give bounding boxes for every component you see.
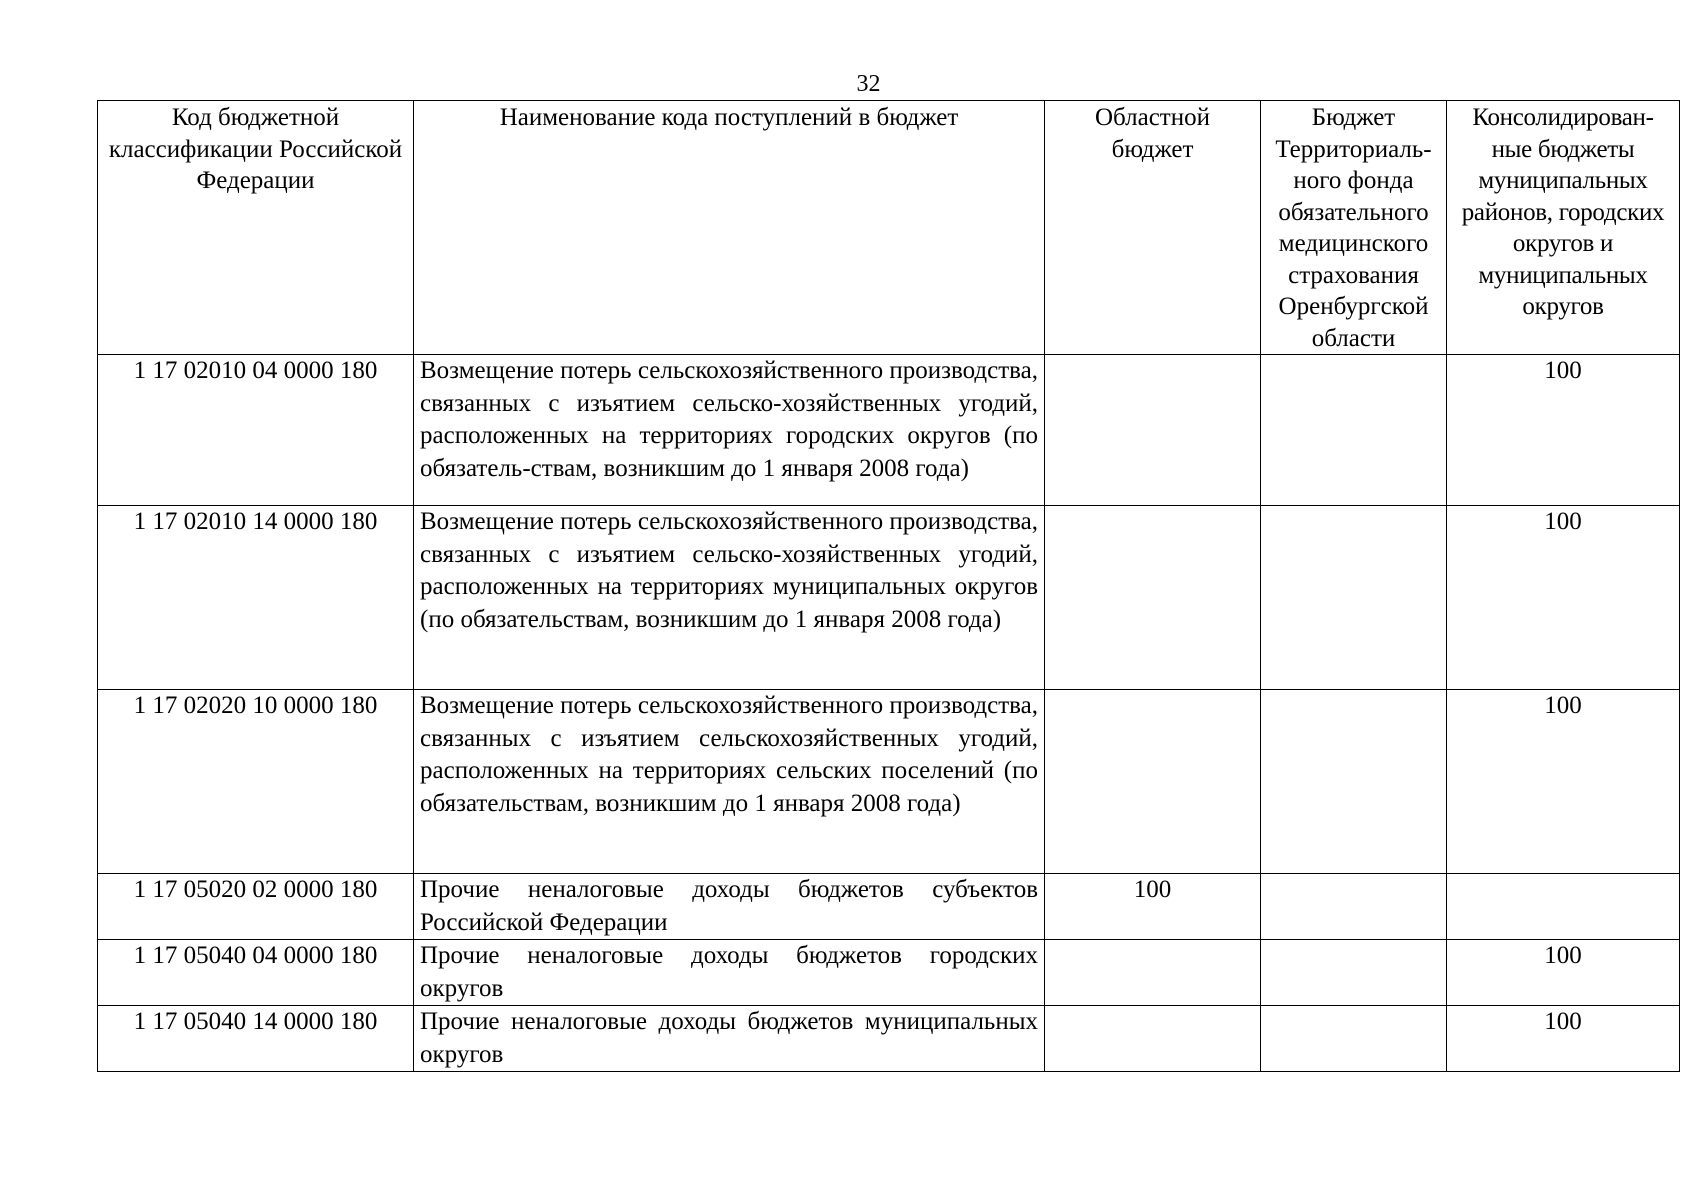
- budget-classification-table: [97, 100, 1680, 1072]
- row-name: Возмещение потерь сельскохозяйственного производства, связанных с изъятием сельско-хозяйственных угодий, расположенных на территориях городских округов (по обязатель-ствам, возникшим до 1 января 2008 года): [414, 355, 1045, 506]
- row-fund: [1261, 506, 1447, 690]
- row-code: 1 17 02010 14 0000 180: [98, 506, 414, 690]
- row-name: Прочие неналоговые доходы бюджетов субъектов Российской Федерации: [414, 874, 1045, 940]
- row-regional: [1045, 940, 1261, 1006]
- page-number: 32: [856, 71, 881, 97]
- row-fund: [1261, 355, 1447, 506]
- row-municipal: [1447, 874, 1680, 940]
- table-row: [98, 1006, 1680, 1072]
- row-regional: 100: [1045, 874, 1261, 940]
- row-fund: [1261, 940, 1447, 1006]
- row-code: 1 17 02020 10 0000 180: [98, 690, 414, 874]
- table-row: [98, 355, 1680, 506]
- header-code: Код бюджетной классификации Российской Федерации: [98, 101, 414, 355]
- row-municipal: 100: [1447, 940, 1680, 1006]
- table-row: [98, 874, 1680, 940]
- header-row: [98, 101, 1680, 355]
- row-regional: [1045, 355, 1261, 506]
- row-code: 1 17 05040 04 0000 180: [98, 940, 414, 1006]
- row-regional: [1045, 690, 1261, 874]
- row-code: 1 17 05040 14 0000 180: [98, 1006, 414, 1072]
- row-name: Прочие неналоговые доходы бюджетов городских округов: [414, 940, 1045, 1006]
- header-fund-budget: Бюджет Территориаль-ного фонда обязательного медицинского страхования Оренбургской области: [1261, 101, 1447, 355]
- row-name: Прочие неналоговые доходы бюджетов муниципальных округов: [414, 1006, 1045, 1072]
- row-name: Возмещение потерь сельскохозяйственного производства, связанных с изъятием сельскохозяйственных угодий, расположенных на территориях сельских поселений (по обязательствам, возникшим до 1 января 2008 года): [414, 690, 1045, 874]
- row-code: 1 17 02010 04 0000 180: [98, 355, 414, 506]
- row-municipal: 100: [1447, 355, 1680, 506]
- row-municipal: 100: [1447, 1006, 1680, 1072]
- table-row: [98, 690, 1680, 874]
- row-name: Возмещение потерь сельскохозяйственного производства, связанных с изъятием сельско-хозяйственных угодий, расположенных на территориях муниципальных округов (по обязательствам, возникшим до 1 января 2008 года): [414, 506, 1045, 690]
- row-regional: [1045, 1006, 1261, 1072]
- row-fund: [1261, 690, 1447, 874]
- header-name: Наименование кода поступлений в бюджет: [414, 101, 1045, 355]
- table-row: [98, 940, 1680, 1006]
- row-code: 1 17 05020 02 0000 180: [98, 874, 414, 940]
- header-regional-budget: Областной бюджет: [1045, 101, 1261, 355]
- row-municipal: 100: [1447, 506, 1680, 690]
- header-municipal-budgets: Консолидирован-ные бюджеты муниципальных районов, городских округов и муниципальных округов: [1447, 101, 1680, 355]
- row-regional: [1045, 506, 1261, 690]
- row-municipal: 100: [1447, 690, 1680, 874]
- row-fund: [1261, 1006, 1447, 1072]
- table-row: [98, 506, 1680, 690]
- row-fund: [1261, 874, 1447, 940]
